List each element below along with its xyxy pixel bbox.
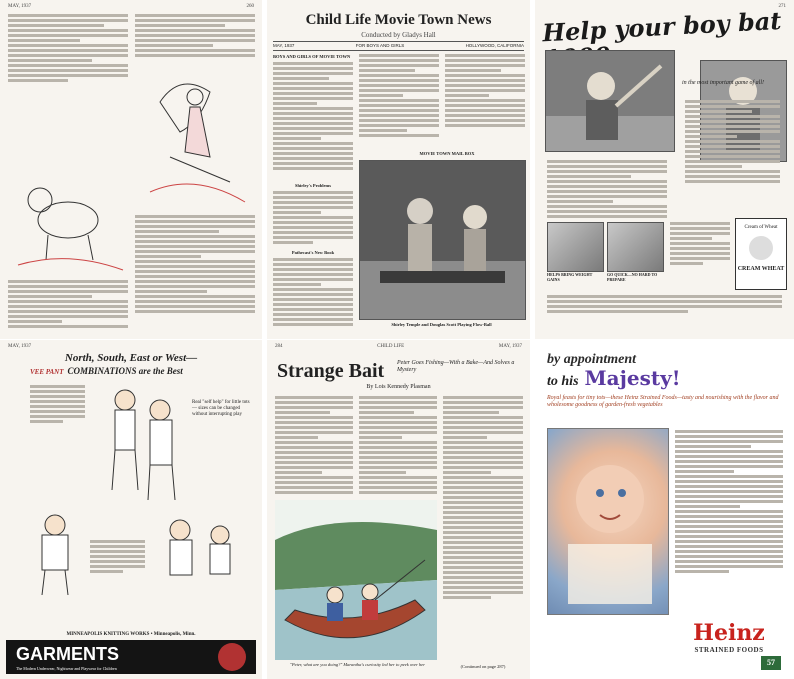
page-number: 260 <box>246 4 254 9</box>
page-month: MAY, 1937 <box>8 344 32 349</box>
brand-tagline: The Modern Underwear, Nightwear and Playwear for Children <box>16 666 117 671</box>
page-header <box>275 344 522 349</box>
boy-with-bat-photo <box>545 50 675 152</box>
movie-town-news-page <box>267 0 530 339</box>
baby-face <box>548 429 668 614</box>
toddler-illustration <box>20 510 90 600</box>
ad-body-right <box>685 100 780 185</box>
page-header-title: CHILD LIFE <box>377 344 405 349</box>
dog-illustration <box>8 150 128 280</box>
ad-line-2-wrap <box>547 366 680 390</box>
brand-block <box>675 620 783 654</box>
story-text-column-left <box>8 14 128 84</box>
fairy-illustration <box>140 62 255 212</box>
page-header <box>8 344 254 349</box>
ad-headline-1: North, South, East or West— <box>64 352 198 364</box>
seal-icon <box>218 643 246 671</box>
pickle-57-badge: 57 <box>761 656 781 670</box>
boy-figure <box>546 51 674 151</box>
brand-name: Heinz <box>693 620 765 646</box>
story-strange-bait-page <box>267 340 530 679</box>
story-column-3 <box>443 396 523 601</box>
ad-line-2: to his <box>547 374 579 389</box>
page-number: 271 <box>778 4 786 9</box>
box-label: Cream of Wheat <box>744 225 778 230</box>
ad-caption-1: Real "self help" for little tots — sizes can be changed without interrupting play <box>192 400 250 417</box>
page-number: 284 <box>275 344 283 349</box>
story-column-2 <box>359 396 437 496</box>
ad-footer-text <box>547 295 782 315</box>
column-head-2: MOVIE TOWN MAIL BOX <box>419 151 475 156</box>
cream-of-wheat-ad <box>535 0 794 339</box>
story-text-column-right-lower <box>135 215 255 315</box>
ad-headline-2: COMBINATIONS are the Best <box>67 366 183 376</box>
news-column-1-bottom <box>273 258 353 328</box>
news-column-1 <box>273 62 353 172</box>
ad-line-3: Majesty! <box>584 366 681 390</box>
masthead-section: FOR BOYS AND GIRLS <box>355 43 405 48</box>
brand-small: VEE PANT <box>30 368 64 376</box>
chef-icon <box>749 236 773 260</box>
page-month: MAY, 1937 <box>498 344 522 349</box>
brand-banner <box>6 640 256 674</box>
column-head-3: Shirley's Problems <box>294 183 332 188</box>
page-month: MAY, 1937 <box>8 4 32 9</box>
ad-body-left <box>547 160 667 220</box>
cooking-photo <box>607 222 664 272</box>
divider <box>273 41 524 42</box>
column-head-1: BOYS AND GIRLS OF MOVIE TOWN <box>273 54 351 59</box>
badge-weight: HELPS BRING WEIGHT GAINS <box>547 272 593 282</box>
divider <box>273 50 524 51</box>
news-column-2 <box>359 54 439 139</box>
children-playing-illustration <box>150 510 250 600</box>
ad-intro-text <box>30 385 85 425</box>
ad-headline-2-wrap <box>30 366 252 376</box>
ad-line-1: by appointment <box>547 352 637 367</box>
weighing-photo <box>547 222 604 272</box>
story-column-1 <box>275 396 353 496</box>
ad-facts <box>670 222 730 267</box>
movie-stars-photo <box>359 160 526 320</box>
ad-subhead: in the most important game of all! <box>682 80 764 86</box>
ad-tagline: Royal feasts for tiny tots—these Heinz Strained Foods—tasty and nourishing with the flavor and wholesome goodness of garden-fresh vegetables <box>547 395 779 408</box>
baby-photo <box>547 428 669 615</box>
ad-body <box>90 540 145 575</box>
masthead-place: HOLLYWOOD, CALIFORNIA <box>465 43 524 48</box>
ad-body <box>675 430 783 575</box>
continued-note: (Continued on page 287) <box>460 664 506 669</box>
heinz-ad <box>535 340 794 679</box>
news-column-1-lower <box>273 191 353 246</box>
masthead-month: MAY, 1937 <box>273 43 295 48</box>
page-header <box>8 4 254 9</box>
cereal-box <box>735 218 787 290</box>
story-author: By Lois Kennedy Plasman <box>366 384 431 390</box>
children-figures <box>360 161 525 319</box>
children-in-underwear-illustration <box>90 380 190 510</box>
ad-headline: Help your boy bat <box>541 5 783 48</box>
boat-fishing-illustration <box>275 500 437 660</box>
illustration-caption: "Peter, what are you doing?" Marantha's curiosity led her to peek over her <box>290 662 425 667</box>
story-text-column-left-lower <box>8 280 128 330</box>
badge-prepare: GO QUICK—NO HARD TO PREPARE <box>607 272 658 282</box>
masthead-line <box>273 43 524 48</box>
garments-ad <box>0 340 262 679</box>
story-page-260 <box>0 0 262 339</box>
maker-line: MINNEAPOLIS KNITTING WORKS • Minneapolis, Minn. <box>66 632 196 637</box>
story-title: Strange Bait <box>277 360 385 382</box>
news-column-3 <box>445 54 525 129</box>
story-text-column-right <box>135 14 255 59</box>
story-subtitle: Peter Goes Fishing—With a Bake—And Solves a Mystery <box>397 360 515 373</box>
column-head-4: Pathecast's New Book <box>291 250 335 255</box>
brand-product: STRAINED FOODS <box>694 646 764 654</box>
page-title: Child Life Movie Town News <box>305 12 492 28</box>
page-subtitle: Conducted by Gladys Hall <box>361 31 436 39</box>
brand-name: GARMENTS <box>16 644 119 664</box>
photo-caption: Shirley Temple and Douglas Scott Playing Flow-Ball <box>391 322 492 327</box>
box-brand: CREAM WHEAT <box>737 266 785 272</box>
